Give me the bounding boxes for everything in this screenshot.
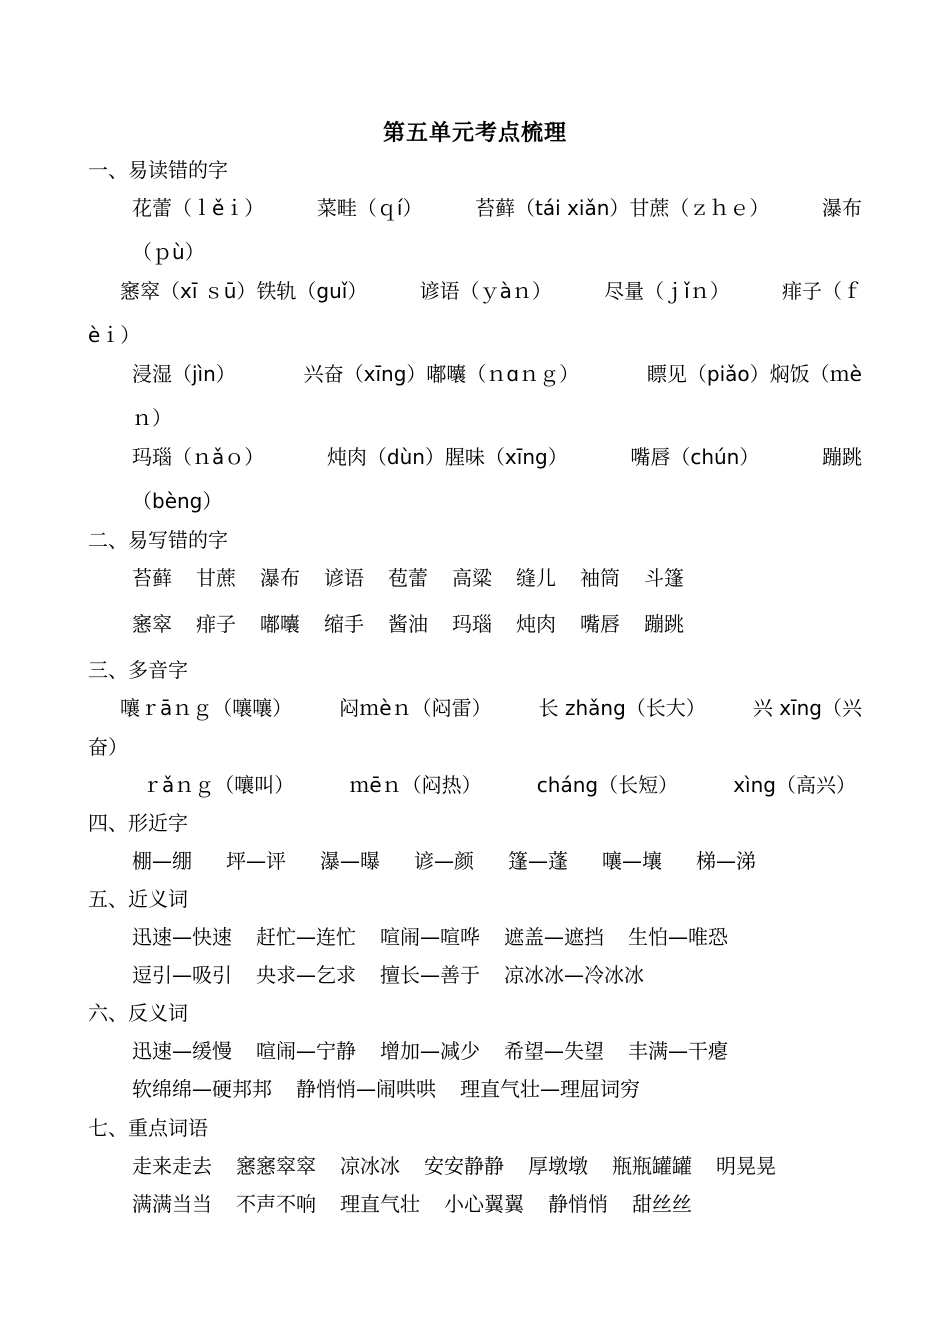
s2-row-1 — [132, 564, 684, 592]
s7-word: 不声不响 — [236, 1192, 316, 1216]
s4-pair: 嚷—壤 — [602, 849, 662, 873]
s3-l2-item: cháng（长短） — [536, 773, 679, 797]
s4-pair: 坪—评 — [226, 849, 286, 873]
s7-word: 窸窸窣窣 — [236, 1154, 316, 1178]
s1-line-3 — [132, 360, 862, 388]
s5-pair: 逗引—吸引 — [132, 963, 232, 987]
s5-pair: 喧闹—喧哗 — [380, 925, 480, 949]
s2-word: 苔藓 — [132, 566, 172, 590]
section-heading-6: 六、反义词 — [88, 1001, 188, 1025]
s5-pair: 凉冰冰—冷冰冰 — [504, 963, 644, 987]
s1-l3-item: 浸湿（jìn） — [132, 362, 236, 386]
s1-l4-item: 嘴唇（chún） — [630, 445, 760, 469]
s6-pair: 增加—减少 — [380, 1039, 480, 1063]
s2-word: 嘟囔 — [260, 612, 300, 636]
s1-l2-item: 尽量（ｊǐｎ） — [604, 279, 730, 303]
s7-word: 理直气壮 — [340, 1192, 420, 1216]
s1-line-2 — [120, 277, 862, 305]
s5-row-2 — [132, 961, 644, 989]
section-heading-2: 二、易写错的字 — [88, 528, 228, 552]
s5-pair: 遮盖—遮挡 — [504, 925, 604, 949]
s2-word: 炖肉 — [516, 612, 556, 636]
s2-word: 嘴唇 — [580, 612, 620, 636]
s4-row-1 — [132, 847, 756, 875]
s5-pair: 生怕—唯恐 — [628, 925, 728, 949]
s1-line-2-cont: èｉ） — [88, 323, 141, 347]
section-heading-3: 三、多音字 — [88, 658, 188, 682]
s3-l2-item: ｍēｎ（闷热） — [349, 773, 482, 797]
s7-word: 静悄悄 — [548, 1192, 608, 1216]
s1-l1-item: 瀑布 — [822, 196, 862, 220]
s1-l2-item: 窸窣（xī ｓū）铁轨（guǐ） — [120, 279, 368, 303]
s6-row-2 — [132, 1075, 640, 1103]
s1-line-1-cont: （ｐù） — [132, 240, 205, 264]
section-heading-1: 一、易读错的字 — [88, 158, 228, 182]
s4-pair: 谚—颜 — [414, 849, 474, 873]
s1-l2-item: 谚语（ｙàｎ） — [419, 279, 552, 303]
s7-word: 满满当当 — [132, 1192, 212, 1216]
s5-pair: 央求—乞求 — [256, 963, 356, 987]
s6-pair: 希望—失望 — [504, 1039, 604, 1063]
s4-pair: 棚—绷 — [132, 849, 192, 873]
s2-row-2 — [132, 610, 684, 638]
s1-line-3-cont: ｎ） — [132, 406, 172, 430]
s4-pair: 篷—蓬 — [508, 849, 568, 873]
section-heading-7: 七、重点词语 — [88, 1116, 208, 1140]
s7-row-1 — [132, 1152, 776, 1180]
s3-line-2 — [142, 771, 856, 799]
s2-word: 苞蕾 — [388, 566, 428, 590]
s1-l1-item: 菜畦（ｑí） — [316, 196, 423, 220]
s6-pair: 理直气壮—理屈词穷 — [460, 1077, 640, 1101]
s7-word: 瓶瓶罐罐 — [612, 1154, 692, 1178]
s2-word: 谚语 — [324, 566, 364, 590]
s5-pair: 擅长—善于 — [380, 963, 480, 987]
s7-word: 凉冰冰 — [340, 1154, 400, 1178]
s7-word: 甜丝丝 — [632, 1192, 692, 1216]
s1-l4-item: 炖肉（dùn）腥味（xīng） — [326, 445, 568, 469]
s6-pair: 喧闹—宁静 — [256, 1039, 356, 1063]
s1-line-1 — [132, 194, 862, 222]
s2-word: 缩手 — [324, 612, 364, 636]
s7-word: 厚墩墩 — [528, 1154, 588, 1178]
s1-l1-item: 苔藓（tái xiǎn）甘蔗（ｚｈｅ） — [475, 196, 770, 220]
s3-line-1 — [120, 694, 862, 722]
s1-l3-item: 瞟见（piǎo）焖饭（ｍè — [646, 362, 862, 386]
s6-pair: 丰满—干瘪 — [628, 1039, 728, 1063]
s4-pair: 梯—涕 — [696, 849, 756, 873]
s2-word: 斗篷 — [644, 566, 684, 590]
s5-row-1 — [132, 923, 728, 951]
s3-l2-item: xìng（高兴） — [733, 773, 856, 797]
s1-l1-item: 花蕾（ｌěｉ） — [132, 196, 265, 220]
s1-l4-item: 蹦跳 — [821, 445, 862, 469]
s5-pair: 赶忙—连忙 — [256, 925, 356, 949]
s6-pair: 静悄悄—闹哄哄 — [296, 1077, 436, 1101]
s7-word: 小心翼翼 — [444, 1192, 524, 1216]
s2-word: 甘蔗 — [196, 566, 236, 590]
s2-word: 蹦跳 — [644, 612, 684, 636]
s6-row-1 — [132, 1037, 728, 1065]
s2-word: 袖筒 — [580, 566, 620, 590]
s2-word: 瀑布 — [260, 566, 300, 590]
section-heading-4: 四、形近字 — [88, 811, 188, 835]
s1-l2-item: 痱子（ｆ — [781, 279, 862, 303]
s1-line-4 — [132, 443, 862, 471]
s7-word: 走来走去 — [132, 1154, 212, 1178]
s7-word: 明晃晃 — [716, 1154, 776, 1178]
s2-word: 缝儿 — [516, 566, 556, 590]
s2-word: 窸窣 — [132, 612, 172, 636]
section-heading-5: 五、近义词 — [88, 887, 188, 911]
s2-word: 高粱 — [452, 566, 492, 590]
s6-pair: 软绵绵—硬邦邦 — [132, 1077, 272, 1101]
s2-word: 酱油 — [388, 612, 428, 636]
s3-l1-item: 长 zhǎng（长大） — [538, 696, 706, 720]
s3-l2-item: ｒǎｎｇ（嚷叫） — [142, 773, 295, 797]
page-title: 第五单元考点梳理 — [382, 121, 567, 146]
s3-l1-item: 嚷ｒāｎｇ（嚷嚷） — [120, 696, 293, 720]
s6-pair: 迅速—缓慢 — [132, 1039, 232, 1063]
s2-word: 痱子 — [196, 612, 236, 636]
s1-l3-item: 兴奋（xīng）嘟囔（ｎɑｎｇ） — [303, 362, 580, 386]
s2-word: 玛瑙 — [452, 612, 492, 636]
s1-line-4-cont: （bèng） — [132, 489, 223, 513]
s5-pair: 迅速—快速 — [132, 925, 232, 949]
s3-line-1-cont: 奋） — [88, 735, 128, 759]
s3-l1-item: 兴 xīng（兴 — [752, 696, 862, 720]
s3-l1-item: 闷ｍèｎ（闷雷） — [339, 696, 492, 720]
s1-l4-item: 玛瑙（ｎǎｏ） — [132, 445, 265, 469]
s4-pair: 瀑—曝 — [320, 849, 380, 873]
s7-row-2 — [132, 1190, 692, 1218]
s7-word: 安安静静 — [424, 1154, 504, 1178]
